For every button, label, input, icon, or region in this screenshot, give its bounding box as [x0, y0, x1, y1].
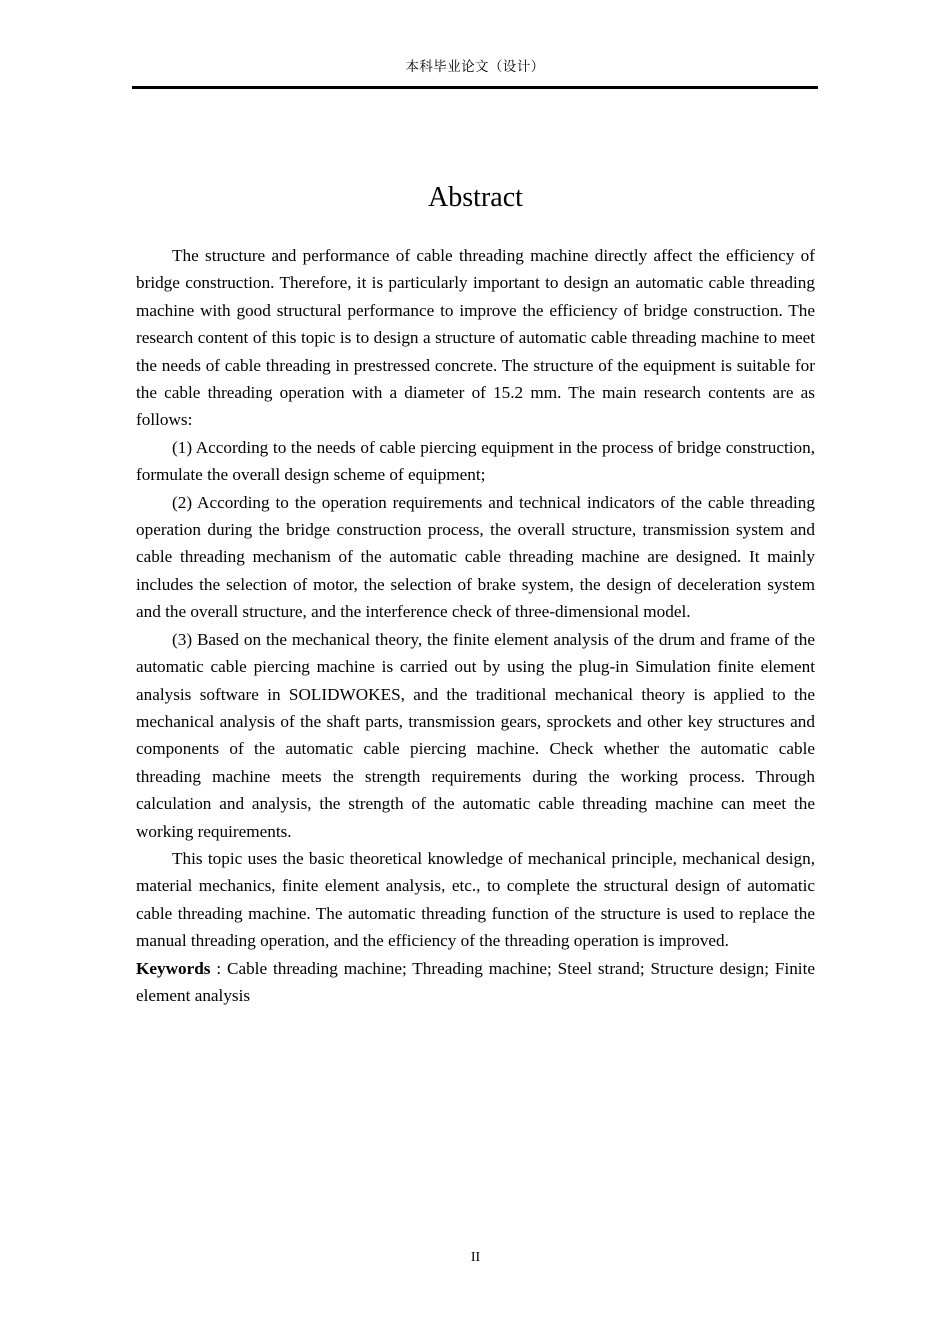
header-divider-rule — [132, 86, 818, 89]
page-header-title: 本科毕业论文（设计） — [405, 59, 545, 75]
paragraph-item-1: (1) According to the needs of cable piercing equipment in the process of bridge construction, formulate the overall design scheme of equipment; — [136, 437, 815, 485]
abstract-body — [136, 242, 815, 1009]
keywords-list: Cable threading machine; Threading machine; Steel strand; Structure design; Finite element analysis — [136, 958, 815, 1005]
page-title: Abstract — [428, 182, 523, 213]
paragraph-item-2: (2) According to the operation requirements and technical indicators of the cable threading operation during the bridge construction process, the overall structure, transmission system and cable threading mechanism of the automatic cable threading machine are designed. It mainly includes the selection of motor, the selection of brake system, the design of deceleration system and the overall structure, and the interference check of three-dimensional model. — [136, 492, 815, 622]
keywords-line — [136, 955, 815, 1010]
paragraph-intro: The structure and performance of cable threading machine directly affect the efficiency of bridge construction. Therefore, it is particularly important to design an automatic cable threading machine with good structural performance to improve the efficiency of bridge construction. The research content of this topic is to design a structure of automatic cable threading machine to meet the needs of cable threading in prestressed concrete. The structure of the equipment is suitable for the cable threading operation with a diameter of 15.2 mm. The main research contents are as follows: — [136, 246, 815, 430]
keywords-label: Keywords — [136, 958, 211, 978]
page-header — [132, 58, 818, 76]
keywords-separator: : — [210, 958, 227, 978]
paragraph-summary: This topic uses the basic theoretical knowledge of mechanical principle, mechanical design, material mechanics, finite element analysis, etc., to complete the structural design of automatic cable threading machine. The automatic threading function of the structure is used to replace the manual threading operation, and the efficiency of the threading operation is improved. — [136, 848, 815, 951]
paragraph-item-3: (3) Based on the mechanical theory, the finite element analysis of the drum and frame of the automatic cable piercing machine is carried out by using the plug-in Simulation finite element analysis software in SOLIDWOKES, and the traditional mechanical theory is applied to the mechanical analysis of the shaft parts, transmission gears, sprockets and other key structures and components of the automatic cable piercing machine. Check whether the automatic cable threading machine meets the strength requirements during the working process. Through calculation and analysis, the strength of the automatic cable threading machine can meet the working requirements. — [136, 629, 815, 841]
page-number: II — [470, 1250, 481, 1265]
page-footer — [136, 1248, 815, 1268]
